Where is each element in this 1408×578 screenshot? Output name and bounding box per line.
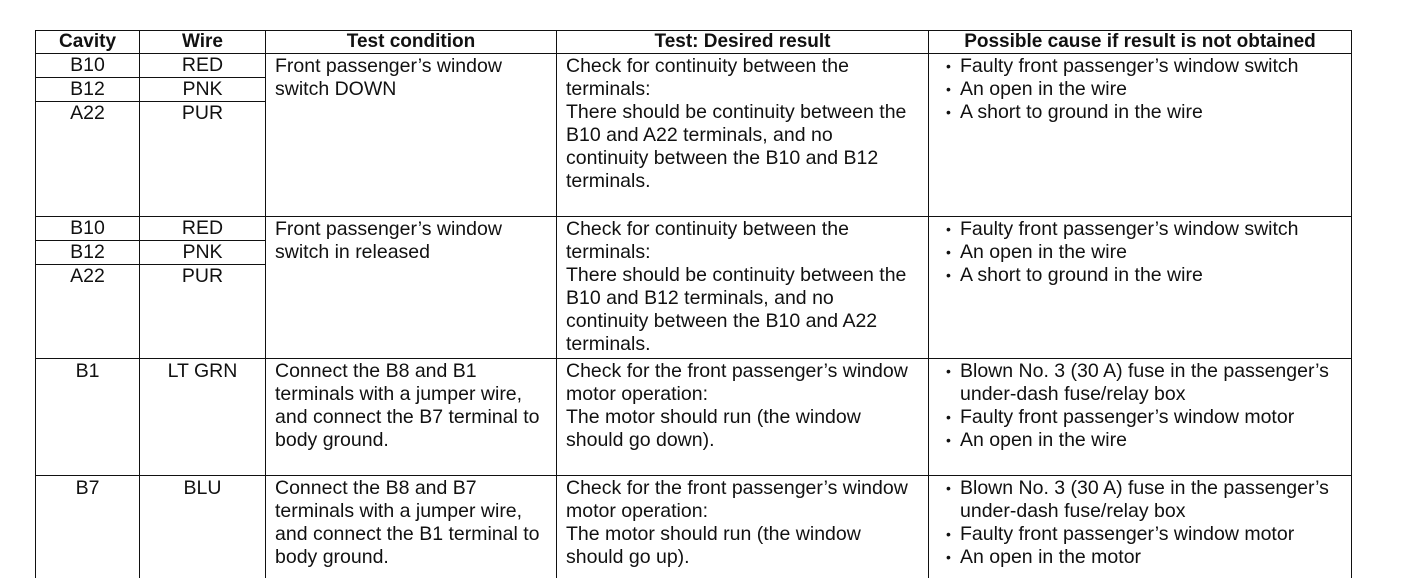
wire-cell <box>140 217 266 359</box>
wire-value: PNK <box>140 78 265 102</box>
cavity-value: B12 <box>36 78 139 102</box>
desired-result-intro: Check for the front passenger’s window motor operation: <box>566 360 908 405</box>
cavity-cell <box>36 476 140 578</box>
header-test-condition: Test condition <box>266 31 557 54</box>
table-row <box>36 359 1352 476</box>
test-condition-text: Connect the B8 and B1 terminals with a jumper wire, and connect the B7 terminal to body ground. <box>275 360 540 451</box>
wiring-test-table <box>35 30 1352 578</box>
cause-item: • An open in the wire <box>938 78 1343 101</box>
wire-value: RED <box>140 54 265 78</box>
possible-cause-cell <box>929 54 1352 217</box>
cause-list <box>938 218 1343 287</box>
desired-result-detail: The motor should run (the window should go up). <box>566 523 861 568</box>
cavity-value: A22 <box>70 102 105 124</box>
wire-cell <box>140 54 266 217</box>
desired-result-detail: The motor should run (the window should go down). <box>566 406 861 451</box>
desired-result-detail: There should be continuity between the B10 and B12 terminals, and no continuity between the B10 and A22 terminals. <box>566 264 907 355</box>
table-row <box>36 54 1352 217</box>
cause-list <box>938 477 1343 569</box>
desired-result-cell <box>557 54 929 217</box>
cause-item: • Faulty front passenger’s window motor <box>938 406 1343 429</box>
cavity-cell <box>36 359 140 476</box>
header-possible-cause: Possible cause if result is not obtained <box>929 31 1352 54</box>
table-row <box>36 476 1352 578</box>
cause-item: • Blown No. 3 (30 A) fuse in the passenger’s under-dash fuse/relay box <box>938 360 1343 406</box>
cavity-value: B7 <box>75 477 100 499</box>
header-desired-result: Test: Desired result <box>557 31 929 54</box>
test-condition-cell <box>266 359 557 476</box>
test-condition-cell <box>266 476 557 578</box>
desired-result-intro: Check for continuity between the terminals: <box>566 55 849 100</box>
wire-cell <box>140 476 266 578</box>
cause-list <box>938 360 1343 452</box>
desired-result-detail: There should be continuity between the B10 and A22 terminals, and no continuity between the B10 and B12 terminals. <box>566 101 907 192</box>
wire-value: PUR <box>181 102 224 124</box>
test-condition-text: Front passenger’s window switch in released <box>275 218 502 263</box>
cavity-value: B12 <box>36 241 139 265</box>
header-cavity: Cavity <box>36 31 140 54</box>
possible-cause-cell <box>929 476 1352 578</box>
desired-result-cell <box>557 359 929 476</box>
cavity-value: B10 <box>36 217 139 241</box>
desired-result-intro: Check for the front passenger’s window motor operation: <box>566 477 908 522</box>
desired-result-cell <box>557 217 929 359</box>
cause-item: • Faulty front passenger’s window switch <box>938 218 1343 241</box>
possible-cause-cell <box>929 359 1352 476</box>
cause-list <box>938 55 1343 124</box>
table-row <box>36 217 1352 359</box>
cause-item: • Faulty front passenger’s window motor <box>938 523 1343 546</box>
wire-value: RED <box>140 217 265 241</box>
wire-value: PUR <box>181 265 224 287</box>
wire-value: LT GRN <box>167 360 238 382</box>
test-condition-text: Connect the B8 and B7 terminals with a jumper wire, and connect the B1 terminal to body ground. <box>275 477 540 568</box>
wire-value: BLU <box>183 477 222 499</box>
cavity-value: B1 <box>75 360 100 382</box>
cause-item: • A short to ground in the wire <box>938 264 1343 287</box>
desired-result-intro: Check for continuity between the terminals: <box>566 218 849 263</box>
test-condition-text: Front passenger’s window switch DOWN <box>275 55 502 100</box>
cause-item: • An open in the wire <box>938 241 1343 264</box>
wire-cell <box>140 359 266 476</box>
cause-item: • A short to ground in the wire <box>938 101 1343 124</box>
wire-value: PNK <box>140 241 265 265</box>
cause-item: • An open in the wire <box>938 429 1343 452</box>
cavity-cell <box>36 54 140 217</box>
header-wire: Wire <box>140 31 266 54</box>
cause-item: • Blown No. 3 (30 A) fuse in the passenger’s under-dash fuse/relay box <box>938 477 1343 523</box>
cause-item: • An open in the motor <box>938 546 1343 569</box>
test-condition-cell <box>266 54 557 217</box>
cavity-value: A22 <box>70 265 105 287</box>
cavity-value: B10 <box>36 54 139 78</box>
header-row <box>36 31 1352 54</box>
cause-item: • Faulty front passenger’s window switch <box>938 55 1343 78</box>
test-condition-cell <box>266 217 557 359</box>
desired-result-cell <box>557 476 929 578</box>
possible-cause-cell <box>929 217 1352 359</box>
cavity-cell <box>36 217 140 359</box>
